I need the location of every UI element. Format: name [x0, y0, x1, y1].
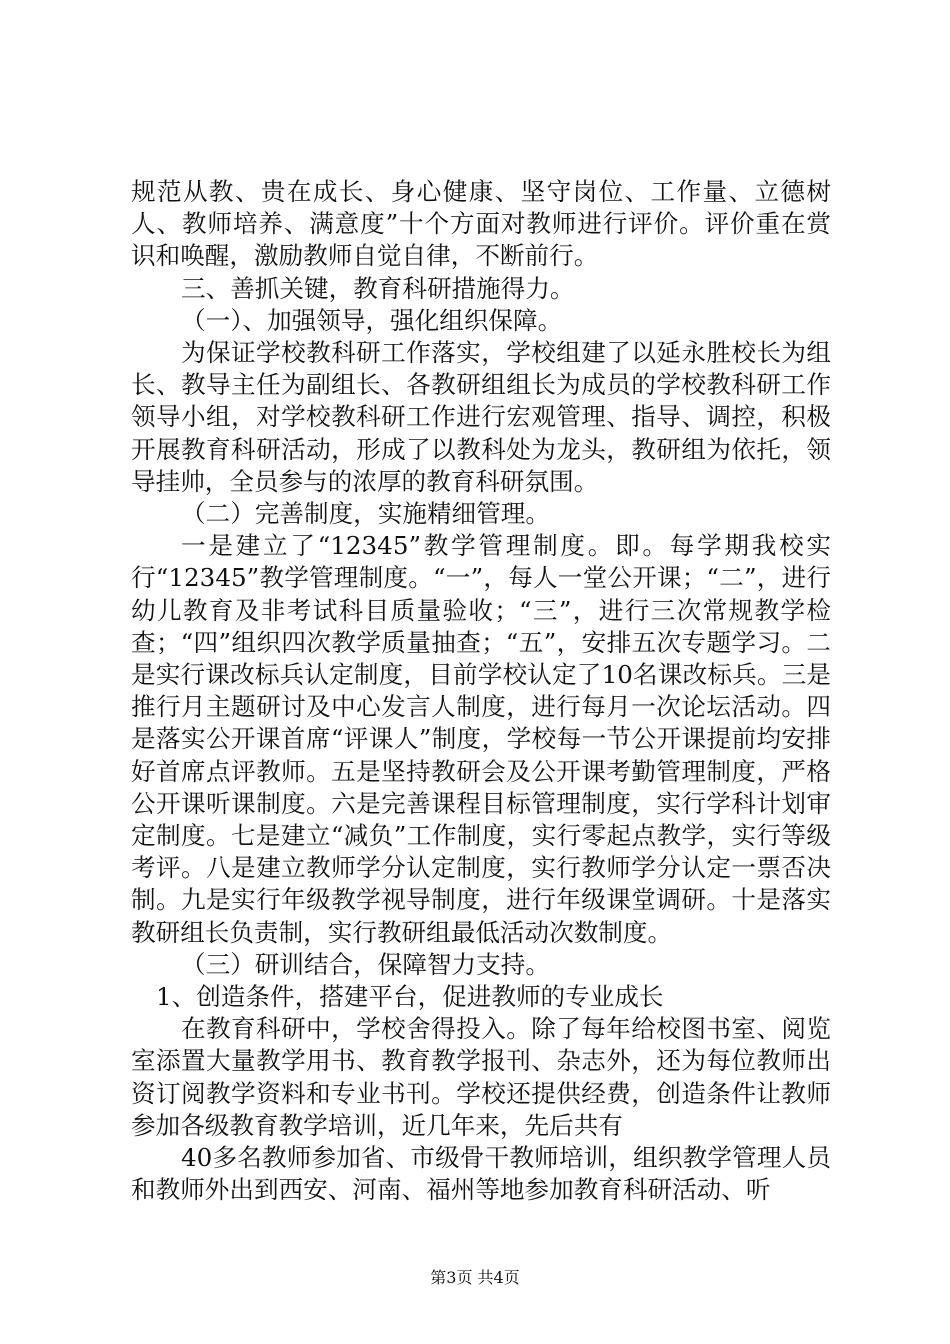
subheading-item-one: 1、创造条件，搭建平台，促进教师的专业成长 — [156, 982, 664, 1012]
subheading-one: （一）、加强领导，强化组织保障。 — [181, 305, 563, 335]
paragraph-leadership: 为保证学校教科研工作落实，学校组建了以延永胜校长为组长、教导主任为副组长、各教研组组长为成员的学校教科研工作领导小组，对学校教科研工作进行宏观管理、指导、调控，积极开展教育科研活动，形成了以教科处为龙头，教研组为依托，领导挂帅，全员参与的浓厚的教育科研氛围。 — [131, 338, 831, 496]
paragraph-training: 40多名教师参加省、市级骨干教师培训，组织教学管理人员和教师外出到西安、河南、福州等地参加教育科研活动、听 — [131, 1143, 831, 1205]
subheading-three: （三）研训结合，保障智力支持。 — [181, 949, 550, 979]
subheading-two: （二）完善制度，实施精细管理。 — [181, 499, 550, 529]
document-body — [131, 176, 831, 1207]
paragraph-systems: 一是建立了“12345”教学管理制度。即。每学期我校实行“12345”教学管理制度。“一”，每人一堂公开课；“二”，进行幼儿教育及非考试科目质量验收；“三”，进行三次常规教学检查；“四”组织四次教学质量抽查；“五”，安排五次专题学习。二是实行课改标兵认定制度，目前学校认定了10名课改标兵。三是推行月主题研讨及中心发言人制度，进行每月一次论坛活动。四是落实公开课首席“评课人”制度，学校每一节公开课提前均安排好首席点评教师。五是坚持教研会及公开课考勤管理制度，严格公开课听课制度。六是完善课程目标管理制度，实行学科计划审定制度。七是建立“减负”工作制度，实行零起点教学，实行等级考评。八是建立教师学分认定制度，实行教师学分认定一票否决制。九是实行年级教学视导制度，进行年级课堂调研。十是落实教研组长负责制，实行教研组最低活动次数制度。 — [131, 531, 831, 947]
section-heading-three: 三、善抓关键，教育科研措施得力。 — [181, 273, 575, 303]
paragraph-investment: 在教育科研中，学校舍得投入。除了每年给校图书室、阅览室添置大量教学用书、教育教学报刊、杂志外，还为每位教师出资订阅教学资料和专业书刊。学校还提供经费，创造条件让教师参加各级教育教学培训，近几年来，先后共有 — [131, 1014, 831, 1140]
page-footer: 第3页 共4页 — [430, 1268, 520, 1287]
paragraph-continuation: 规范从教、贵在成长、身心健康、坚守岗位、工作量、立德树人、教师培养、满意度”十个方面对教师进行评价。评价重在赏识和唤醒，激励教师自觉自律，不断前行。 — [131, 177, 831, 271]
